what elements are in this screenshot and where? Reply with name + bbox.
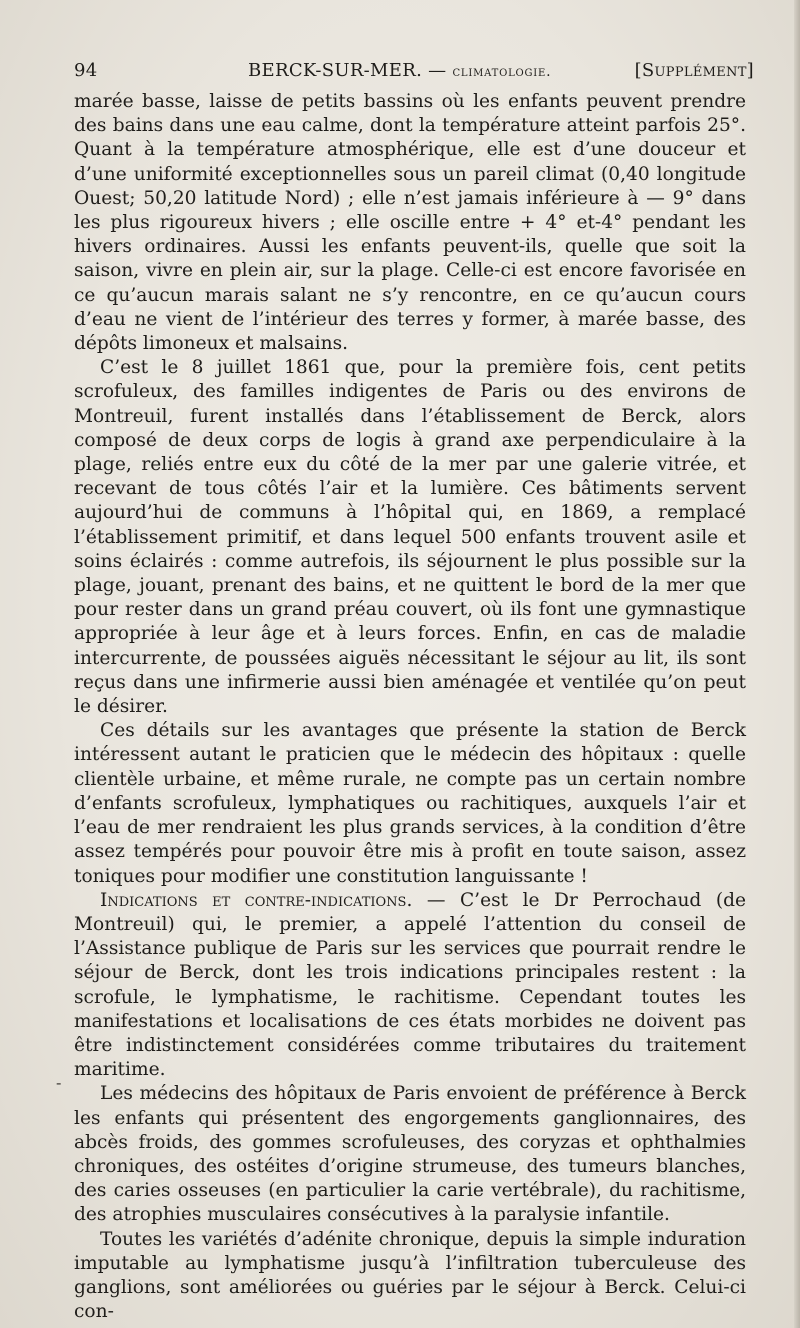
paragraph-6: Toutes les variétés d’adénite chronique, depuis la simple induration imputable au lymphatisme jusqu’à l’infiltration tuberculeuse des ganglions, sont améliorées ou guéries par le séjour à Berck. Celui-ci con-: [74, 1228, 746, 1323]
running-title-main: BERCK-SUR-MER. —: [248, 60, 447, 81]
running-header: [74, 56, 754, 86]
page-edge: [794, 0, 800, 1328]
running-title: [248, 60, 551, 81]
body-text: [74, 90, 746, 1324]
paragraph-indications: [74, 889, 746, 1083]
paragraph-2: C’est le 8 juillet 1861 que, pour la première fois, cent petits scrofuleux, des familles indigentes de Paris ou des environs de Montreuil, furent installés dans l’établissement de Berck, alors composé de deux corps de logis à grand axe perpendiculaire à la plage, reliés entre eux du côté de la mer par une galerie vitrée, et recevant de tous côtés l’air et la lumière. Ces bâtiments servent aujourd’hui de communs à l’hôpital qui, en 1869, a remplacé l’établissement primitif, et dans lequel 500 enfants trouvent asile et soins éclairés : comme autrefois, ils séjournent le plus possible sur la plage, jouant, prenant des bains, et ne quittent le bord de la mer que pour rester dans un grand préau couvert, où ils font une gymnastique appropriée à leur âge et à leurs forces. Enfin, en cas de maladie intercurrente, de poussées aiguës nécessitant le séjour au lit, ils sont reçus dans une infirmerie aussi bien aménagée et ventilée qu’on peut le désirer.: [74, 357, 746, 718]
margin-mark: -: [56, 1073, 62, 1092]
paragraph-1: marée basse, laisse de petits bassins où les enfants peuvent prendre des bains dans une eau calme, dont la température atteint parfois 25°. Quant à la température atmosphérique, elle est d’une douceur et d’une uniformité exceptionnelles sous un pareil climat (0,40 longitude Ouest; 50,20 latitude Nord) ; elle n’est jamais inférieure à — 9° dans les plus rigoureux hivers ; elle oscille entre + 4° et-4° pendant les hivers ordinaires. Aussi les enfants peuvent-ils, quelle que soit la saison, vivre en plein air, sur la plage. Celle-ci est encore favorisée en ce qu’aucun marais salant ne s’y rencontre, en ce qu’aucun cours d’eau ne vient de l’intérieur des terres y former, à marée basse, des dépôts limoneux et malsains.: [74, 91, 746, 355]
supplement-label: [Supplément]: [634, 60, 754, 81]
paragraph-5: Les médecins des hôpitaux de Paris envoient de préférence à Berck les enfants qui présentent des engorgements ganglionnaires, des abcès froids, des gommes scrofuleuses, des coryzas et ophthalmies chroniques, des ostéites d’origine strumeuse, des tumeurs blanches, des caries osseuses (en particulier la carie vertébrale), du rachitisme, des atrophies musculaires consécutives à la paralysie infantile.: [74, 1083, 746, 1226]
section-heading: Indications et contre-indications.: [100, 889, 413, 911]
page-number: 94: [74, 60, 98, 81]
paragraph-3: Ces détails sur les avantages que présente la station de Berck intéressent autant le praticien que le médecin des hôpitaux : quelle clientèle urbaine, et même rurale, ne compte pas un certain nombre d’enfants scrofuleux, lymphatiques ou rachitiques, auxquels l’air et l’eau de mer rendraient les plus grands services, à la condition d’être assez tempérés pour pouvoir être mis à profit en toute saison, assez toniques pour modifier une constitution languissante !: [74, 720, 746, 887]
indications-text: — C’est le Dr Perrochaud (de Montreuil) qui, le premier, a appelé l’attention du conseil de l’Assistance publique de Paris sur les services que pourrait rendre le séjour de Berck, dont les trois indications principales restent : la scrofule, le lymphatisme, le rachitisme. Cependant toutes les manifestations et localisations de ces états morbides ne doivent pas être indistinctement considérées comme tributaires du traitement maritime.: [74, 889, 746, 1081]
running-subtitle: climatologie.: [452, 64, 552, 80]
